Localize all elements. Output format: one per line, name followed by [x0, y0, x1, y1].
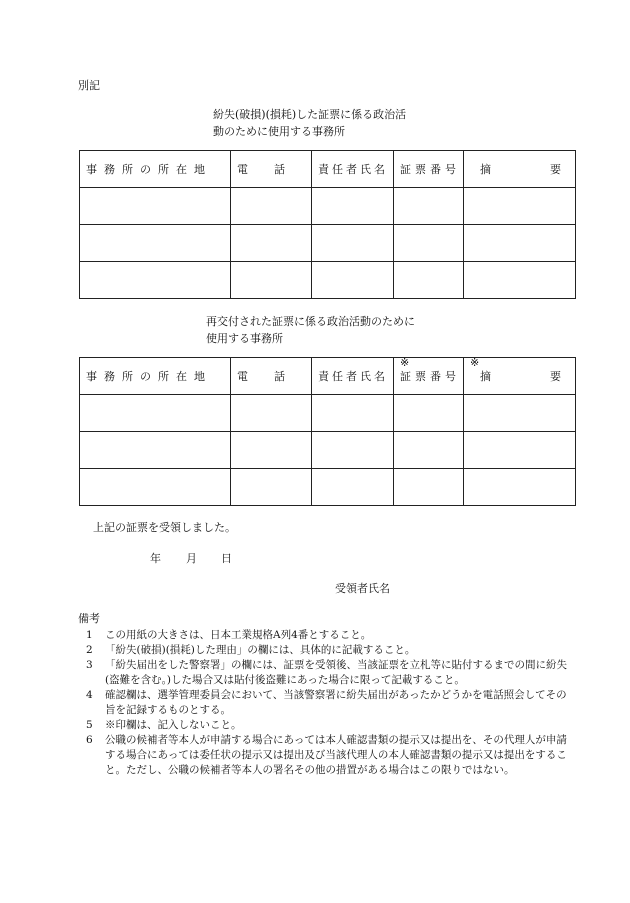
cell-memo[interactable]: [464, 188, 576, 225]
notes-list: [78, 628, 568, 778]
cell-person[interactable]: [312, 432, 394, 469]
table-header-row: [80, 358, 576, 395]
section1-title-line1: 紛失(破損)(損耗)した証票に係る政治活: [213, 108, 407, 121]
receipt-statement: 上記の証票を受領しました。: [93, 521, 236, 534]
note-item: 3 「紛失届出をした警察署」の欄には、証票を受領後、当該証票を立札等に貼付するまでの間に紛失(盗難を含む。)した場合又は貼付後盗難にあった場合に限って記載すること。: [86, 659, 567, 686]
table-row: [80, 395, 576, 432]
cell-location[interactable]: [80, 395, 231, 432]
table-row: [80, 262, 576, 299]
cell-location[interactable]: [80, 432, 231, 469]
section2-title-line2: 使用する事務所: [206, 332, 283, 345]
header-person: 責任者氏名: [312, 151, 394, 188]
header-memo: ※ 摘 要: [464, 358, 576, 395]
cell-phone[interactable]: [231, 395, 312, 432]
note-mark: ※: [400, 357, 410, 369]
cell-memo[interactable]: [464, 225, 576, 262]
table-row: [80, 432, 576, 469]
note-item: 5 ※印欄は、記入しないこと。: [86, 719, 242, 731]
cell-memo[interactable]: [464, 469, 576, 506]
header-memo: 摘 要: [464, 151, 576, 188]
header-person: 責任者氏名: [312, 358, 394, 395]
page-label: 別記: [78, 79, 100, 92]
table-row: [80, 188, 576, 225]
header-cert-no: 証票番号: [394, 151, 464, 188]
note-item: 2 「紛失(破損)(損耗)した理由」の欄には、具体的に記載すること。: [86, 644, 416, 656]
header-location: 事務所の所在地: [80, 151, 231, 188]
cell-cert-no[interactable]: [394, 395, 464, 432]
cell-cert-no[interactable]: [394, 432, 464, 469]
note-mark: ※: [470, 357, 480, 369]
date-year: 年: [150, 552, 161, 565]
office-table-reissued: [79, 357, 576, 506]
cell-phone[interactable]: [231, 432, 312, 469]
cell-phone[interactable]: [231, 225, 312, 262]
table-header-row: [80, 151, 576, 188]
cell-location[interactable]: [80, 225, 231, 262]
cell-person[interactable]: [312, 262, 394, 299]
header-cert-no: ※ 証票番号: [394, 358, 464, 395]
notes-heading: 備考: [78, 612, 100, 625]
cell-phone[interactable]: [231, 469, 312, 506]
cell-person[interactable]: [312, 469, 394, 506]
cell-person[interactable]: [312, 188, 394, 225]
note-item: 6 公職の候補者等本人が申請する場合にあっては本人確認書類の提示又は提出を、その代理人が申請する場合にあっては委任状の提示又は提出及び当該代理人の本人確認書類の提示又は提出をすること。ただし、公職の候補者等本人の署名その他の措置がある場合はこの限りではない。: [86, 734, 567, 776]
date-day: 日: [221, 552, 232, 565]
table-row: [80, 225, 576, 262]
cell-memo[interactable]: [464, 395, 576, 432]
header-location: 事務所の所在地: [80, 358, 231, 395]
note-item: 4 確認欄は、選挙管理委員会において、当該警察署に紛失届出があったかどうかを電話照会してその旨を記録するものとする。: [86, 689, 567, 716]
cell-cert-no[interactable]: [394, 469, 464, 506]
cell-cert-no[interactable]: [394, 262, 464, 299]
cell-memo[interactable]: [464, 262, 576, 299]
office-table-lost: [79, 150, 576, 299]
cell-person[interactable]: [312, 225, 394, 262]
note-item: 1 この用紙の大きさは、日本工業規格A列4番とすること。: [86, 629, 372, 641]
table-row: [80, 469, 576, 506]
date-month: 月: [186, 552, 197, 565]
section1-title-line2: 動のために使用する事務所: [213, 125, 345, 138]
cell-cert-no[interactable]: [394, 188, 464, 225]
cell-phone[interactable]: [231, 262, 312, 299]
cell-phone[interactable]: [231, 188, 312, 225]
header-phone: 電話: [231, 358, 312, 395]
cell-location[interactable]: [80, 262, 231, 299]
section2-title-line1: 再交付された証票に係る政治活動のために: [206, 315, 415, 328]
cell-cert-no[interactable]: [394, 225, 464, 262]
header-phone: 電話: [231, 151, 312, 188]
cell-location[interactable]: [80, 188, 231, 225]
cell-memo[interactable]: [464, 432, 576, 469]
cell-location[interactable]: [80, 469, 231, 506]
receiver-name-label: 受領者氏名: [335, 582, 390, 595]
cell-person[interactable]: [312, 395, 394, 432]
